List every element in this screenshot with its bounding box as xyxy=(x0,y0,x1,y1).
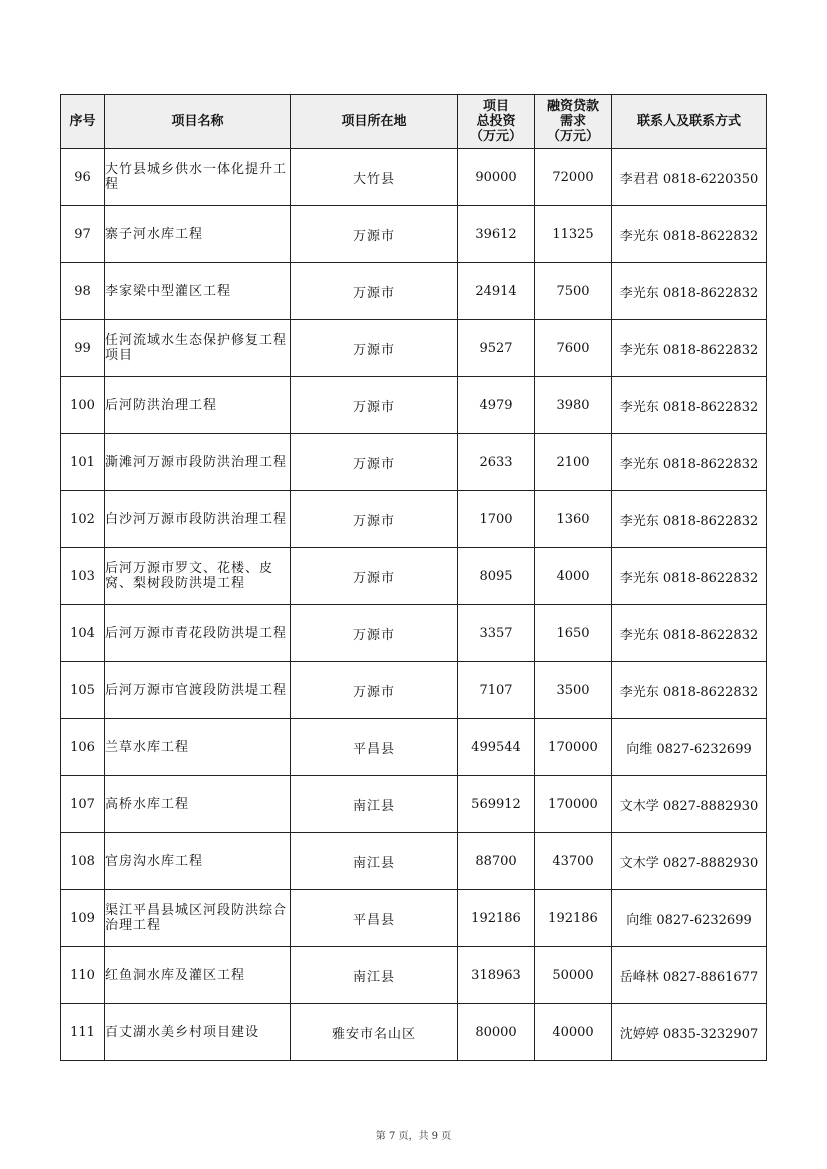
cell-location: 万源市 xyxy=(291,206,458,263)
cell-loan-demand: 3500 xyxy=(535,662,612,719)
header-no: 序号 xyxy=(61,95,105,149)
table-row xyxy=(61,206,767,263)
cell-loan-demand: 1650 xyxy=(535,605,612,662)
cell-location: 万源市 xyxy=(291,491,458,548)
table-row xyxy=(61,719,767,776)
cell-loan-demand: 3980 xyxy=(535,377,612,434)
header-investment-line: （万元） xyxy=(469,129,522,144)
cell-contact: 李光东 0818-8622832 xyxy=(612,377,767,434)
cell-contact: 沈婷婷 0835-3232907 xyxy=(612,1004,767,1061)
cell-contact: 李光东 0818-8622832 xyxy=(612,206,767,263)
cell-contact: 文木学 0827-8882930 xyxy=(612,833,767,890)
cell-project-name: 后河万源市官渡段防洪堤工程 xyxy=(105,662,291,719)
cell-project-name: 高桥水库工程 xyxy=(105,776,291,833)
cell-contact: 李光东 0818-8622832 xyxy=(612,605,767,662)
cell-project-name: 兰草水库工程 xyxy=(105,719,291,776)
cell-total-investment: 3357 xyxy=(458,605,535,662)
cell-project-name: 白沙河万源市段防洪治理工程 xyxy=(105,491,291,548)
cell-no: 102 xyxy=(61,491,105,548)
cell-location: 万源市 xyxy=(291,263,458,320)
cell-total-investment: 39612 xyxy=(458,206,535,263)
cell-contact: 李光东 0818-8622832 xyxy=(612,263,767,320)
cell-location: 万源市 xyxy=(291,548,458,605)
cell-location: 南江县 xyxy=(291,947,458,1004)
cell-project-name: 后河万源市青花段防洪堤工程 xyxy=(105,605,291,662)
table-header-row xyxy=(61,95,767,149)
cell-no: 110 xyxy=(61,947,105,1004)
cell-location: 南江县 xyxy=(291,833,458,890)
cell-contact: 李光东 0818-8622832 xyxy=(612,662,767,719)
header-name: 项目名称 xyxy=(105,95,291,149)
cell-no: 104 xyxy=(61,605,105,662)
cell-contact: 向维 0827-6232699 xyxy=(612,890,767,947)
cell-total-investment: 8095 xyxy=(458,548,535,605)
cell-loan-demand: 11325 xyxy=(535,206,612,263)
header-loan-line: 需求 xyxy=(559,114,586,129)
cell-total-investment: 1700 xyxy=(458,491,535,548)
header-investment xyxy=(458,95,535,149)
table-row xyxy=(61,947,767,1004)
cell-loan-demand: 40000 xyxy=(535,1004,612,1061)
cell-no: 97 xyxy=(61,206,105,263)
cell-total-investment: 88700 xyxy=(458,833,535,890)
cell-project-name: 大竹县城乡供水一体化提升工程 xyxy=(105,149,291,206)
table-row xyxy=(61,776,767,833)
table-row xyxy=(61,833,767,890)
cell-no: 96 xyxy=(61,149,105,206)
cell-total-investment: 4979 xyxy=(458,377,535,434)
cell-location: 万源市 xyxy=(291,605,458,662)
cell-total-investment: 80000 xyxy=(458,1004,535,1061)
cell-no: 107 xyxy=(61,776,105,833)
table-row xyxy=(61,149,767,206)
cell-total-investment: 90000 xyxy=(458,149,535,206)
cell-project-name: 澌滩河万源市段防洪治理工程 xyxy=(105,434,291,491)
cell-contact: 李光东 0818-8622832 xyxy=(612,434,767,491)
header-loan-line: （万元） xyxy=(546,129,599,144)
header-investment-line: 项目 xyxy=(482,99,509,114)
cell-contact: 李光东 0818-8622832 xyxy=(612,548,767,605)
cell-no: 98 xyxy=(61,263,105,320)
cell-location: 南江县 xyxy=(291,776,458,833)
cell-no: 105 xyxy=(61,662,105,719)
cell-location: 万源市 xyxy=(291,320,458,377)
cell-no: 100 xyxy=(61,377,105,434)
header-investment-line: 总投资 xyxy=(476,114,516,129)
cell-contact: 文木学 0827-8882930 xyxy=(612,776,767,833)
cell-total-investment: 2633 xyxy=(458,434,535,491)
cell-total-investment: 9527 xyxy=(458,320,535,377)
cell-no: 101 xyxy=(61,434,105,491)
table-row xyxy=(61,377,767,434)
table-row xyxy=(61,605,767,662)
cell-contact: 李君君 0818-6220350 xyxy=(612,149,767,206)
header-location: 项目所在地 xyxy=(291,95,458,149)
cell-loan-demand: 2100 xyxy=(535,434,612,491)
cell-location: 雅安市名山区 xyxy=(291,1004,458,1061)
cell-loan-demand: 43700 xyxy=(535,833,612,890)
table-row xyxy=(61,320,767,377)
header-loan xyxy=(535,95,612,149)
cell-project-name: 后河防洪治理工程 xyxy=(105,377,291,434)
cell-location: 平昌县 xyxy=(291,719,458,776)
cell-loan-demand: 1360 xyxy=(535,491,612,548)
table-row xyxy=(61,548,767,605)
cell-no: 99 xyxy=(61,320,105,377)
header-contact: 联系人及联系方式 xyxy=(612,95,767,149)
cell-project-name: 百丈湖水美乡村项目建设 xyxy=(105,1004,291,1061)
cell-project-name: 任河流域水生态保护修复工程项目 xyxy=(105,320,291,377)
cell-project-name: 寨子河水库工程 xyxy=(105,206,291,263)
cell-no: 111 xyxy=(61,1004,105,1061)
cell-project-name: 官房沟水库工程 xyxy=(105,833,291,890)
cell-loan-demand: 7600 xyxy=(535,320,612,377)
cell-location: 万源市 xyxy=(291,377,458,434)
cell-contact: 李光东 0818-8622832 xyxy=(612,491,767,548)
cell-loan-demand: 7500 xyxy=(535,263,612,320)
table-row xyxy=(61,662,767,719)
table-row xyxy=(61,491,767,548)
cell-no: 108 xyxy=(61,833,105,890)
cell-project-name: 后河万源市罗文、花楼、皮窝、梨树段防洪堤工程 xyxy=(105,548,291,605)
page-footer: 第 7 页，共 9 页 xyxy=(375,1131,452,1142)
cell-project-name: 李家梁中型灌区工程 xyxy=(105,263,291,320)
cell-total-investment: 7107 xyxy=(458,662,535,719)
cell-no: 109 xyxy=(61,890,105,947)
cell-no: 103 xyxy=(61,548,105,605)
table-row xyxy=(61,890,767,947)
cell-location: 平昌县 xyxy=(291,890,458,947)
cell-location: 万源市 xyxy=(291,434,458,491)
projects-table xyxy=(60,94,767,1061)
cell-total-investment: 499544 xyxy=(458,719,535,776)
cell-total-investment: 192186 xyxy=(458,890,535,947)
cell-location: 大竹县 xyxy=(291,149,458,206)
table-row xyxy=(61,1004,767,1061)
cell-total-investment: 569912 xyxy=(458,776,535,833)
table-row xyxy=(61,263,767,320)
cell-total-investment: 24914 xyxy=(458,263,535,320)
cell-project-name: 红鱼洞水库及灌区工程 xyxy=(105,947,291,1004)
cell-total-investment: 318963 xyxy=(458,947,535,1004)
cell-loan-demand: 170000 xyxy=(535,776,612,833)
cell-loan-demand: 72000 xyxy=(535,149,612,206)
cell-loan-demand: 170000 xyxy=(535,719,612,776)
cell-loan-demand: 50000 xyxy=(535,947,612,1004)
cell-loan-demand: 4000 xyxy=(535,548,612,605)
header-loan-line: 融资贷款 xyxy=(546,99,599,114)
cell-contact: 李光东 0818-8622832 xyxy=(612,320,767,377)
cell-location: 万源市 xyxy=(291,662,458,719)
cell-no: 106 xyxy=(61,719,105,776)
table-row xyxy=(61,434,767,491)
cell-project-name: 渠江平昌县城区河段防洪综合治理工程 xyxy=(105,890,291,947)
cell-contact: 向维 0827-6232699 xyxy=(612,719,767,776)
cell-loan-demand: 192186 xyxy=(535,890,612,947)
cell-contact: 岳峰林 0827-8861677 xyxy=(612,947,767,1004)
